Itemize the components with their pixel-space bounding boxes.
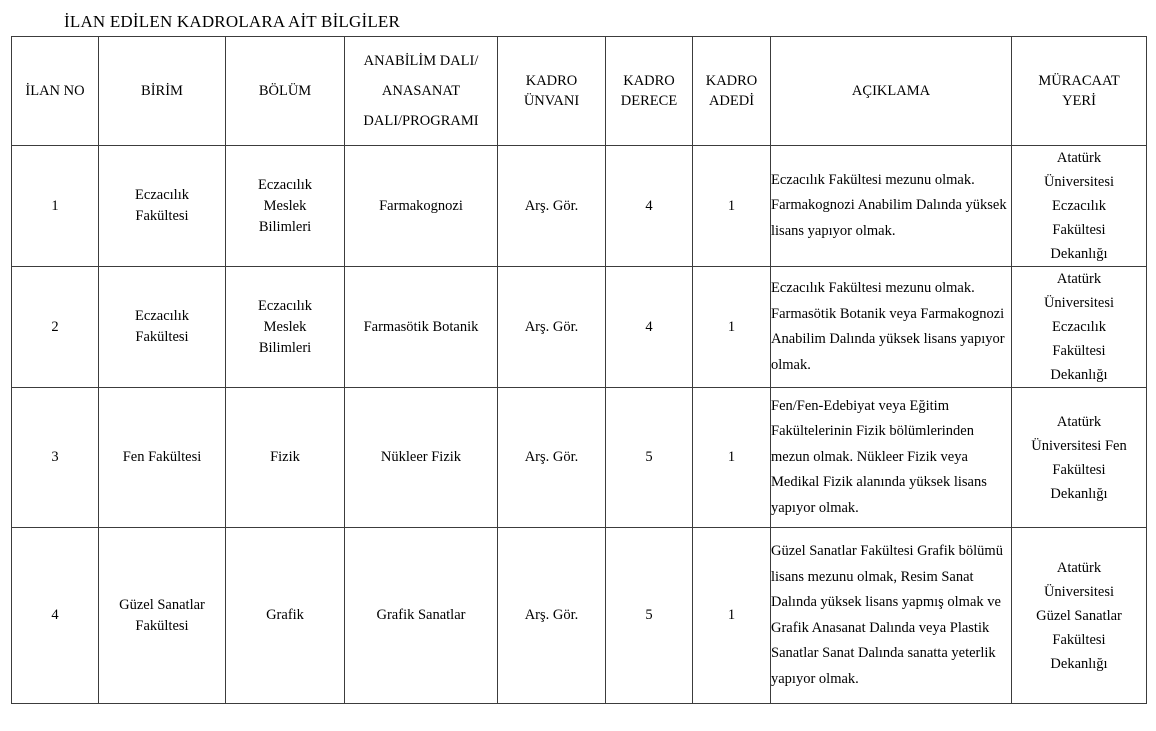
cell-kadro-unvani (498, 528, 606, 704)
cell-kadro-unvani (498, 267, 606, 388)
column-header-kadro-adedi (693, 37, 771, 146)
cell-line: Fakültesi (1052, 222, 1106, 238)
cell-line: Eczacılık (258, 176, 312, 193)
cell-line: Bilimleri (258, 339, 312, 356)
cell-aciklama: Güzel Sanatlar Fakültesi Grafik bölümü lisans mezunu olmak, Resim Sanat Dalında yüksek lisans yapmış olmak ve Grafik Anasanat Dalında veya Plastik Sanatlar Sanat Dalında sanatta yeterlik yapıyor olmak. (771, 528, 1012, 704)
cell-line: Eczacılık (258, 297, 312, 314)
header-label-line2: YERİ (1062, 93, 1096, 109)
cell-line: Fakültesi (1052, 343, 1106, 359)
table-body (12, 146, 1147, 704)
header-label: BÖLÜM (258, 83, 312, 99)
cell-line: Atatürk (1056, 559, 1102, 576)
header-label-line1: KADRO (623, 73, 675, 89)
cell-line: Atatürk (1056, 413, 1102, 430)
cell-anabilim-dali (345, 146, 498, 267)
header-label-line1: ANABİLİM DALI/ (363, 53, 479, 69)
cell-line: Eczacılık (135, 308, 189, 324)
cell-muracaat-yeri (1012, 267, 1147, 388)
cell-line: Bilimleri (258, 218, 312, 235)
cell-muracaat-yeri (1012, 146, 1147, 267)
table-row (12, 528, 1147, 704)
header-label: AÇIKLAMA (851, 83, 931, 99)
cell-line: Fizik (270, 449, 300, 465)
cell-bolum (226, 267, 345, 388)
cell-line: Üniversitesi Fen (1031, 437, 1127, 454)
cell-aciklama: Eczacılık Fakültesi mezunu olmak. Farmakognozi Anabilim Dalında yüksek lisans yapıyor olmak. (771, 146, 1012, 267)
cell-anabilim-dali (345, 388, 498, 528)
cell-line: Grafik (266, 607, 304, 623)
cell-line: Arş. Gör. (524, 318, 579, 335)
cell-bolum (226, 528, 345, 704)
header-label-line1: MÜRACAAT (1038, 73, 1120, 89)
header-row (12, 37, 1147, 146)
cell-line: Meslek (263, 318, 307, 335)
cell-kadro-adedi: 1 (693, 388, 771, 528)
cell-kadro-derece: 5 (606, 528, 693, 704)
cell-birim (99, 388, 226, 528)
column-header-ilan-no (12, 37, 99, 146)
cell-kadro-adedi: 1 (693, 528, 771, 704)
cell-kadro-adedi: 1 (693, 267, 771, 388)
column-header-anabilim-dali (345, 37, 498, 146)
cell-line: Fakültesi (135, 617, 189, 634)
cell-ilan-no: 2 (12, 267, 99, 388)
cell-birim (99, 267, 226, 388)
header-label: BİRİM (141, 83, 183, 99)
cell-anabilim-dali (345, 267, 498, 388)
cell-line: Atatürk (1056, 271, 1102, 287)
table-row (12, 388, 1147, 528)
column-header-kadro-unvani (498, 37, 606, 146)
cell-aciklama: Eczacılık Fakültesi mezunu olmak. Farmasötik Botanik veya Farmakognozi Anabilim Dalında yüksek lisans yapıyor olmak. (771, 267, 1012, 388)
header-label-line1: KADRO (525, 73, 578, 89)
positions-table (11, 36, 1147, 704)
cell-bolum (226, 146, 345, 267)
cell-kadro-derece: 4 (606, 146, 693, 267)
cell-line: Farmasötik Botanik (363, 318, 479, 335)
cell-kadro-unvani (498, 146, 606, 267)
cell-line: Fakültesi (135, 208, 189, 224)
cell-muracaat-yeri (1012, 388, 1147, 528)
cell-line: Güzel Sanatlar (119, 596, 205, 613)
cell-line: Üniversitesi (1043, 174, 1115, 190)
cell-muracaat-yeri (1012, 528, 1147, 704)
cell-line: Dekanlığı (1050, 655, 1108, 672)
header-label-line2: ÜNVANI (523, 93, 580, 109)
cell-line: Dekanlığı (1050, 367, 1108, 383)
cell-line: Nükleer Fizik (380, 449, 462, 465)
cell-kadro-unvani (498, 388, 606, 528)
cell-line: Fen Fakültesi (122, 449, 202, 465)
cell-aciklama: Fen/Fen-Edebiyat veya Eğitim Fakültelerinin Fizik bölümlerinden mezun olmak. Nükleer Fizik veya Medikal Fizik alanında yüksek lisans yapıyor olmak. (771, 388, 1012, 528)
header-label-line3: DALI/PROGRAMI (363, 113, 479, 129)
cell-line: Güzel Sanatlar (1036, 607, 1122, 624)
table-row (12, 267, 1147, 388)
column-header-aciklama (771, 37, 1012, 146)
header-label-line2: DERECE (620, 93, 678, 109)
cell-kadro-derece: 5 (606, 388, 693, 528)
cell-bolum (226, 388, 345, 528)
cell-line: Atatürk (1056, 150, 1102, 166)
header-label-line2: ANASANAT (381, 83, 461, 99)
cell-line: Fakültesi (1052, 631, 1106, 648)
cell-ilan-no: 4 (12, 528, 99, 704)
cell-line: Üniversitesi (1043, 583, 1115, 600)
cell-line: Dekanlığı (1050, 485, 1108, 502)
cell-line: Fakültesi (1052, 461, 1106, 478)
column-header-kadro-derece (606, 37, 693, 146)
cell-line: Arş. Gör. (524, 449, 579, 465)
column-header-muracaat-yeri (1012, 37, 1147, 146)
cell-line: Grafik Sanatlar (376, 607, 466, 623)
cell-line: Eczacılık (1052, 198, 1106, 214)
cell-kadro-derece: 4 (606, 267, 693, 388)
cell-line: Meslek (263, 197, 307, 214)
cell-ilan-no: 3 (12, 388, 99, 528)
cell-line: Eczacılık (1052, 319, 1106, 335)
cell-ilan-no: 1 (12, 146, 99, 267)
cell-line: Üniversitesi (1043, 295, 1115, 311)
table-row (12, 146, 1147, 267)
cell-line: Eczacılık (135, 187, 189, 203)
page-title: İLAN EDİLEN KADROLARA AİT BİLGİLER (64, 12, 401, 31)
cell-anabilim-dali (345, 528, 498, 704)
cell-line: Arş. Gör. (524, 607, 579, 623)
column-header-bolum (226, 37, 345, 146)
header-label-line2: ADEDİ (708, 93, 755, 109)
header-label: İLAN NO (25, 83, 85, 99)
cell-line: Arş. Gör. (524, 197, 579, 214)
cell-line: Farmakognozi (379, 197, 463, 214)
cell-birim (99, 528, 226, 704)
cell-kadro-adedi: 1 (693, 146, 771, 267)
table-header (12, 37, 1147, 146)
cell-line: Fakültesi (135, 329, 189, 345)
column-header-birim (99, 37, 226, 146)
cell-line: Dekanlığı (1050, 246, 1108, 262)
header-label-line1: KADRO (705, 73, 758, 89)
cell-birim (99, 146, 226, 267)
